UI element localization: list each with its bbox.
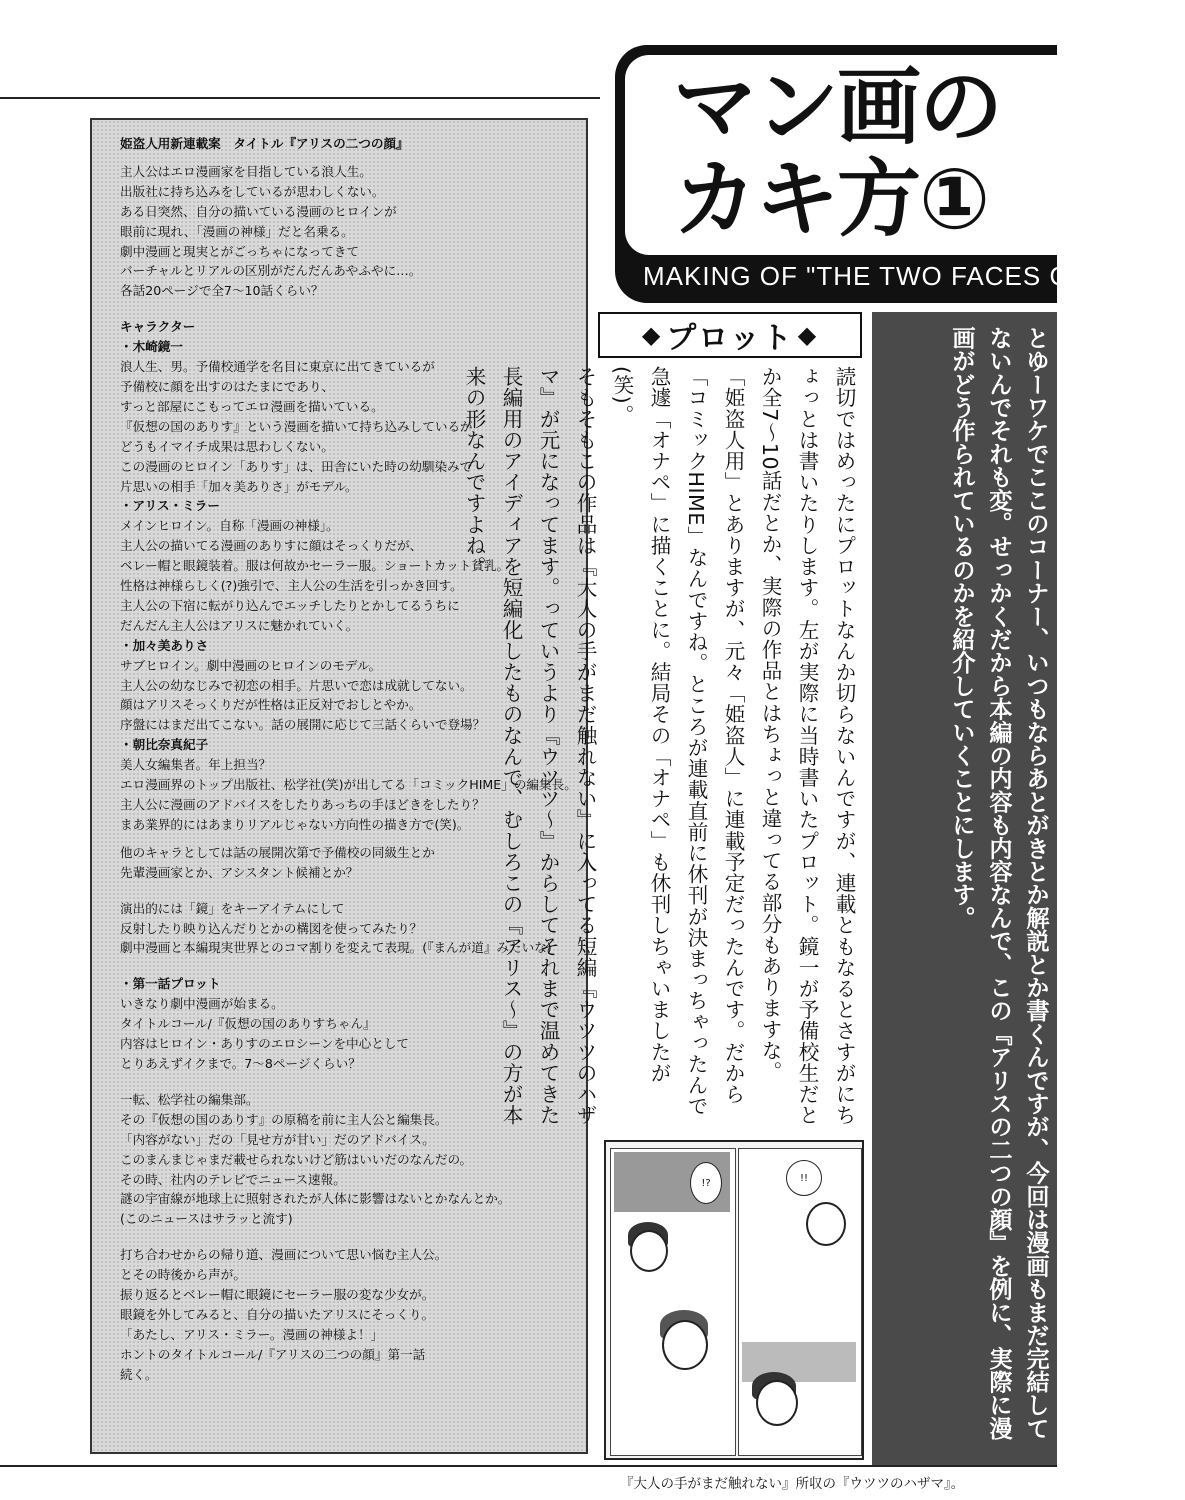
manga-face-1 bbox=[630, 1230, 668, 1272]
character-name: ・朝比奈真紀子 bbox=[120, 737, 209, 753]
memo-line: 一転、松学社の編集部。 bbox=[120, 1091, 259, 1107]
memo-line: ホントのタイトルコール/『アリスの二つの顔』第一話 bbox=[120, 1346, 426, 1362]
memo-line: 他のキャラとしては話の展開次第で予備校の同級生とか bbox=[120, 844, 435, 860]
character-name: ・木崎鏡一 bbox=[120, 339, 183, 355]
character-description-line: 片思いの相手「加々美ありさ」がモデル。 bbox=[120, 478, 358, 494]
memo-line: ある日突然、自分の描いている漫画のヒロインが bbox=[120, 203, 397, 219]
manga-bubble-1: !! bbox=[786, 1160, 822, 1196]
bottom-rule bbox=[0, 1465, 1057, 1467]
memo-line: 劇中漫画と本編現実世界とのコマ割りを変えて表現。(『まんが道』みたいな) bbox=[120, 940, 552, 956]
character-description-line: まあ業界的にはあまりリアルじゃない方向性の描き方で(笑)。 bbox=[120, 816, 470, 832]
memo-line: バーチャルとリアルの区別がだんだんあやふやに…。 bbox=[120, 263, 422, 279]
commentary-para-2: 「姫盗人用」とありますが、元々「姫盗人」に連載予定だったんです。だから「コミックHIME」なんですね。ところが連載直前に休刊が決まっちゃったんで急遽「オナペ」に描くことに。結局その「オナペ」も休刊しちゃいましたが(笑)。 bbox=[610, 366, 745, 1117]
character-description-line: だんだん主人公はアリスに魅かれていく。 bbox=[120, 617, 359, 633]
plot-commentary bbox=[462, 366, 862, 1130]
character-name: ・加々美ありさ bbox=[120, 637, 209, 653]
commentary-para-1: 読切ではめったにプロットなんか切らないんですが、連載ともなるとさすがにちょっとは書いたりします。左が実際に当時書いたプロット。鏡一が予備校生だとか全7〜10話だとか、実際の作品とはちょっと違ってる部分もありますな。 bbox=[758, 366, 856, 1126]
character-description-line: ベレー帽と眼鏡装着。服は何故かセーラー服。ショートカット貧乳。 bbox=[120, 558, 510, 574]
characters-heading: キャラクター bbox=[120, 319, 196, 335]
memo-line: いきなり劇中漫画が始まる。 bbox=[120, 996, 284, 1012]
character-description-line: 序盤にはまだ出てこない。話の展開に応じて三話くらいで登場？ bbox=[120, 717, 486, 733]
manga-sample-image bbox=[604, 1140, 864, 1460]
image-caption: 『大人の手がまだ触れない』所収の『ウツツのハザマ』。 bbox=[620, 1476, 965, 1492]
character-description-line: すっと部屋にこもってエロ漫画を描いている。 bbox=[120, 398, 384, 414]
memo-episode1-c bbox=[120, 1245, 576, 1384]
character-description-line: どうもイマイチ成果は思わしくない。 bbox=[120, 438, 334, 454]
character-description-line: 顔はアリスそっくりだが性格は正反対でおしとやか。 bbox=[120, 697, 422, 713]
plot-label bbox=[598, 312, 862, 358]
character-description-line: サブヒロイン。劇中漫画のヒロインのモデル。 bbox=[120, 657, 382, 673]
character-name: ・アリス・ミラー bbox=[120, 498, 220, 514]
character-description-line: 浪人生、男。予備校通学を名目に東京に出てきているが bbox=[120, 359, 435, 375]
character-description-line: 主人公の下宿に転がり込んでエッチしたりとかしてるうちに bbox=[120, 597, 460, 613]
character-description-line: 『仮想の国のありす』という漫画を描いて持ち込みしているが bbox=[120, 418, 473, 434]
character-description-line: 主人公の幼なじみで初恋の相手。片思いで恋は成就してない。 bbox=[120, 677, 473, 693]
memo-line: (このニュースはサラッと流す) bbox=[120, 1211, 293, 1227]
memo-summary bbox=[120, 162, 576, 301]
title-line-2: カキ方① bbox=[673, 150, 989, 248]
memo-header: 姫盗人用新連載案 タイトル『アリスの二つの顔』 bbox=[120, 136, 409, 151]
memo-line: 眼前に現れ、「漫画の神様」だと名乗る。 bbox=[120, 223, 354, 239]
memo-line: 反射したり映り込んだりとかの構図を使ってみたり？ bbox=[120, 920, 423, 936]
title-block bbox=[615, 45, 1185, 303]
memo-line: 「あたし、アリス・ミラー。漫画の神様よ！」 bbox=[120, 1326, 384, 1342]
memo-line: 「内容がない」だの「見せ方が甘い」だのアドバイス。 bbox=[120, 1131, 435, 1147]
memo-line: タイトルコール/『仮想の国のありすちゃん』 bbox=[120, 1016, 376, 1032]
memo-line: とその時後から声が。 bbox=[120, 1267, 246, 1283]
memo-line: 眼鏡を外してみると、自分の描いたアリスにそっくり。 bbox=[120, 1306, 435, 1322]
title-subtitle: MAKING OF "THE TWO FACES OF ALICE" bbox=[643, 261, 1185, 291]
title-inner bbox=[625, 55, 1057, 255]
memo-line: 打ち合わせからの帰り道、漫画について思い悩む主人公。 bbox=[120, 1247, 448, 1263]
memo-line: とりあえずイクまで。7〜8ページくらい？ bbox=[120, 1055, 361, 1071]
diamond-right-icon: ◆ bbox=[797, 321, 819, 349]
character-description-line: 性格は神様らしく(?)強引で、主人公の生活を引っかき回す。 bbox=[120, 578, 463, 594]
manga-bubble-2: !? bbox=[690, 1162, 722, 1204]
manga-face-3 bbox=[756, 1380, 798, 1426]
memo-line: その『仮想の国のありす』の原稿を前に主人公と編集長。 bbox=[120, 1111, 448, 1127]
character-description-line: エロ漫画界のトップ出版社、松学社(笑)が出してる「コミックHIME」の編集長。 bbox=[120, 777, 577, 793]
memo-line: 続く。 bbox=[120, 1366, 158, 1382]
diamond-left-icon: ◆ bbox=[641, 321, 663, 349]
memo-line: 内容はヒロイン・ありすのエロシーンを中心として bbox=[120, 1036, 410, 1052]
memo-line: その時、社内のテレビでニュース速報。 bbox=[120, 1171, 346, 1187]
memo-line: 主人公はエロ漫画家を目指している浪人生。 bbox=[120, 163, 372, 179]
manga-face-2 bbox=[662, 1320, 708, 1370]
intro-text: とゆーワケでここのコーナー、いつもならあとがきとか解説とか書くんですが、今回は漫画もまだ完結してないんでそれも変。せっかくだから本編の内容も内容なんで、この『アリスの二つの顔』を例に、実際に漫画がどう作られているのかを紹介していくことにします。 bbox=[948, 326, 1049, 1440]
memo-line: 劇中漫画と現実とがごっちゃになってきて bbox=[120, 243, 360, 259]
memo-line: 先輩漫画家とか、アシスタント候補とか？ bbox=[120, 864, 359, 880]
commentary-para-3: そもそもこの作品は『大人の手がまだ触れない』に入ってる短編『ウツツのハザマ』が元になってます。っていうより『ウツツ〜』からしてそれまで温めてきた長編用のアイディアを短編化したものなんで、むしろこの『アリス〜』の方が本来の形なんですよね。 bbox=[462, 366, 597, 1126]
character-description-line: この漫画のヒロイン「ありす」は、田舎にいた時の幼馴染みで bbox=[120, 458, 473, 474]
character-description-line: 予備校に顔を出すのはたまにであり、 bbox=[120, 378, 335, 394]
memo-line: 演出的には「鏡」をキーアイテムにして bbox=[120, 900, 345, 916]
character-description-line: メインヒロイン。自称「漫画の神様」。 bbox=[120, 518, 339, 534]
page-title bbox=[673, 58, 1053, 248]
character-description-line: 主人公の描いてる漫画のありすに顔はそっくりだが、 bbox=[120, 538, 423, 554]
memo-line: 謎の宇宙線が地球上に照射されたが人体に影響はないとかなんとか。 bbox=[120, 1191, 511, 1207]
character-description-line: 美人女編集者。年上担当？ bbox=[120, 757, 272, 773]
plot-label-text: プロット bbox=[666, 321, 794, 356]
memo-line: 振り返るとベレー帽に眼鏡にセーラー服の変な少女が。 bbox=[120, 1287, 435, 1303]
manga-face-4 bbox=[806, 1202, 846, 1246]
memo-line: このまんまじゃまだ載せられないけど筋はいいだのなんだの。 bbox=[120, 1151, 473, 1167]
episode1-heading: ・第一話プロット bbox=[120, 976, 221, 992]
top-rule bbox=[0, 97, 600, 99]
memo-line: 出版社に持ち込みをしているが思わしくない。 bbox=[120, 183, 385, 199]
character-description-line: 主人公に漫画のアドバイスをしたりあっちの手ほどきをしたり？ bbox=[120, 797, 485, 812]
memo-line: 各話20ページで全7〜10話くらい？ bbox=[120, 283, 324, 299]
title-line-1: マン画の bbox=[673, 58, 1002, 156]
